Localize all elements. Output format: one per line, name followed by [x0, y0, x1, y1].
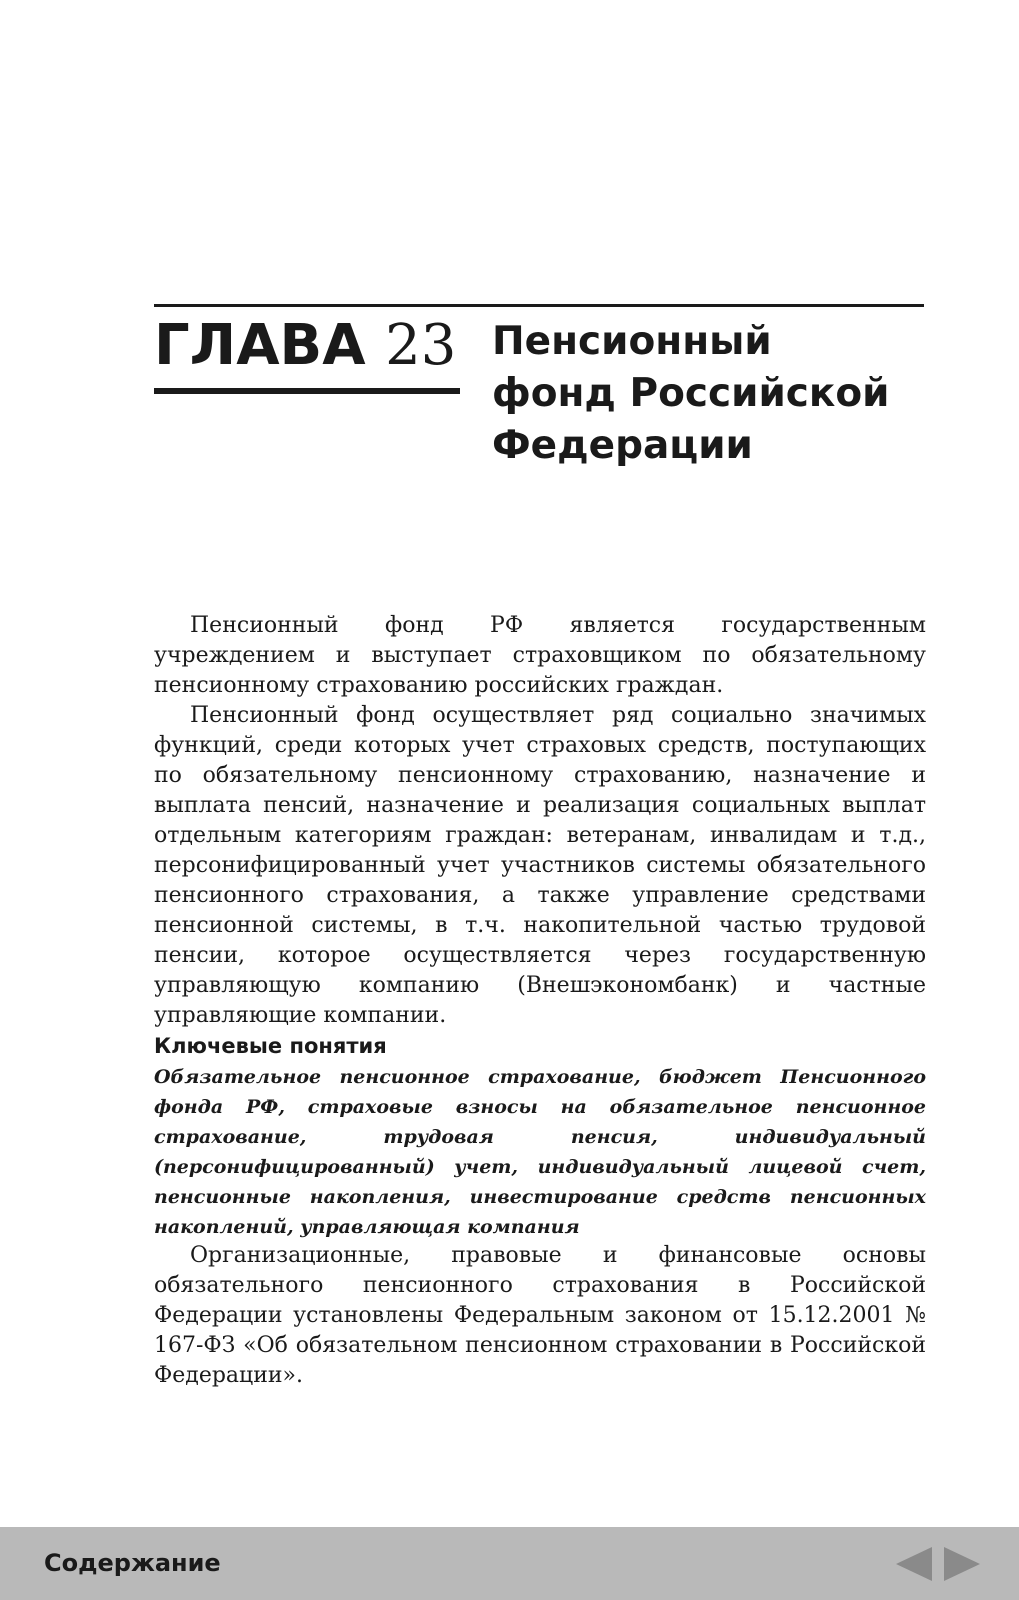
top-rule: [154, 304, 924, 307]
law-section: [154, 1241, 926, 1391]
footer-nav-bar: [0, 1527, 1019, 1600]
chapter-number: 23: [385, 313, 457, 378]
chapter-title: [492, 316, 922, 472]
triangle-right-icon[interactable]: [942, 1544, 982, 1584]
chapter-label: [154, 312, 456, 380]
chapter-word: ГЛАВА: [154, 313, 366, 378]
intro-paragraph: Пенсионный фонд осуществляет ряд социально значимых функций, среди которых учет страховых средств, поступающих по обязательному пенсионному страхованию, назначение и выплата пенсий, назначение и реализация социальных выплат отдельным категориям граждан: ветеранам, инвалидам и т.д., персонифицированный учет участников системы обязательного пенсионного страхования, а также управление средствами пенсионной системы, в т.ч. накопительной частью трудовой пенсии, которое осуществляется через государственную управляющую компанию (Внешэкономбанк) и частные управляющие компании.: [154, 703, 926, 1028]
key-concepts-heading: Ключевые понятия: [154, 1034, 387, 1058]
intro-section: [154, 611, 926, 1031]
next-arrow-shape: [944, 1547, 980, 1581]
law-paragraph: Организационные, правовые и финансовые основы обязательного пенсионного страхования в Российской Федерации установлены Федеральным законом от 15.12.2001 № 167-ФЗ «Об обязательном пенсионном страховании в Российской Федерации».: [154, 1243, 926, 1388]
triangle-left-icon[interactable]: [894, 1544, 934, 1584]
key-concepts-text: Обязательное пенсионное страхование, бюджет Пенсионного фонда РФ, страховые взносы на обязательное пенсионное страхование, трудовая пенсия, индивидуальный (персонифицированный) учет, индивидуальный лицевой счет, пенсионные накопления, инвестирование средств пенсионных накоплений, управляющая компания: [154, 1066, 926, 1238]
chapter-title-line: фонд Российской: [492, 371, 890, 416]
chapter-title-line: Федерации: [492, 423, 753, 468]
chapter-title-line: Пенсионный: [492, 319, 772, 364]
intro-paragraph: Пенсионный фонд РФ является государственным учреждением и выступает страховщиком по обязательному пенсионному страхованию российских граждан.: [154, 613, 926, 698]
chapter-underline: [154, 388, 460, 394]
table-of-contents-link[interactable]: Содержание: [44, 1549, 221, 1577]
prev-arrow-shape: [896, 1547, 932, 1581]
